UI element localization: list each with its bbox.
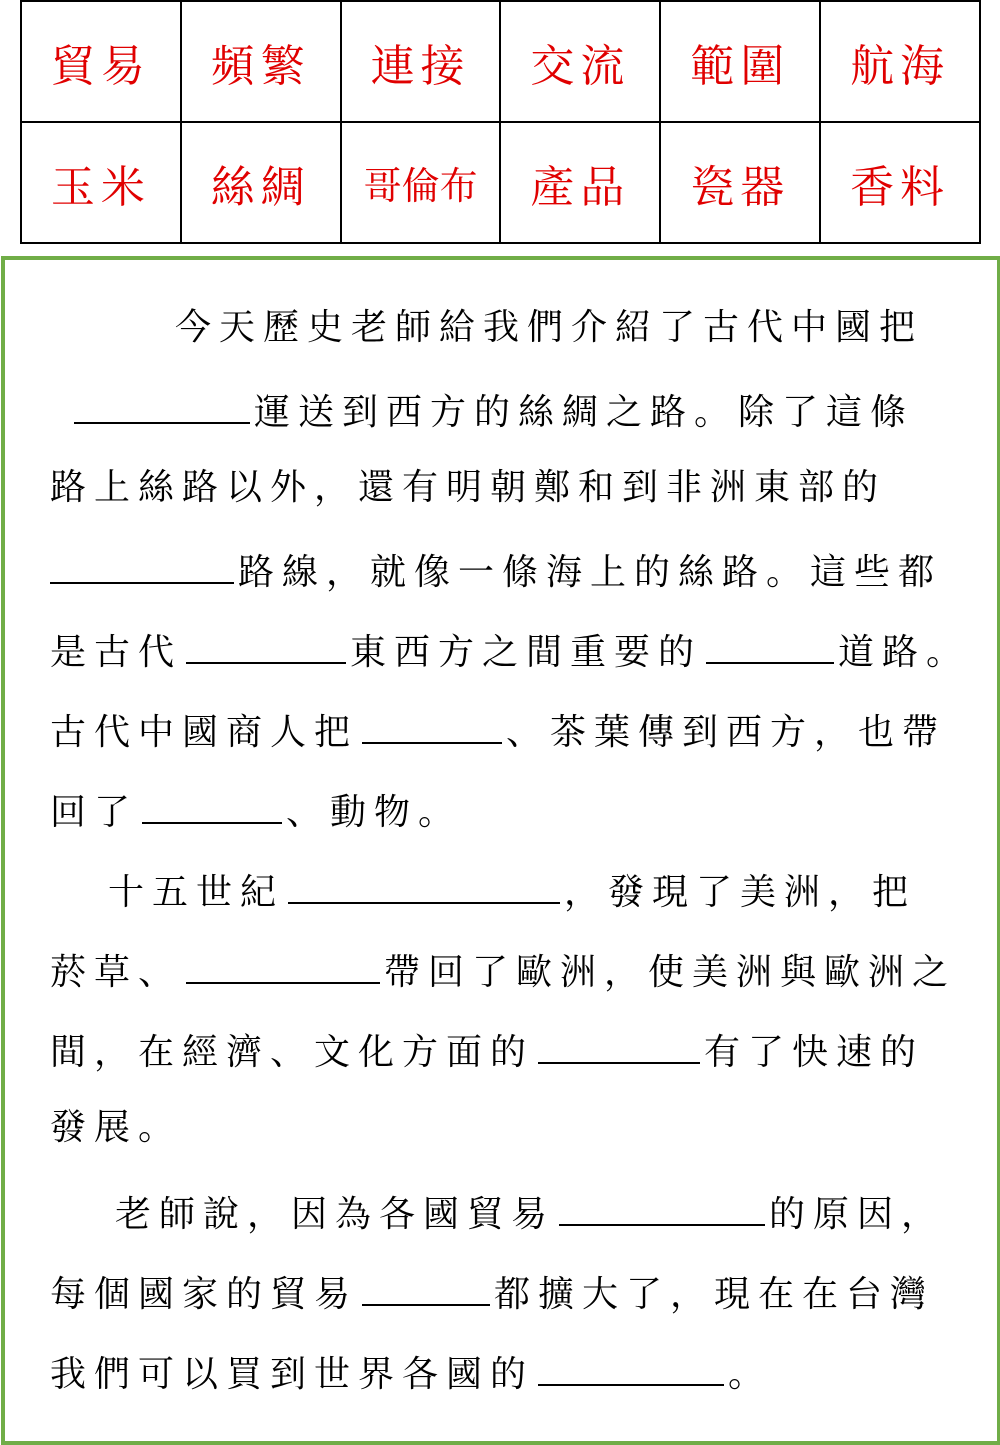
passage-text: 東西方之間重要的 <box>350 632 703 673</box>
word-bank-row <box>21 122 980 243</box>
answer-blank[interactable] <box>538 1018 700 1064</box>
passage-line <box>175 298 923 368</box>
passage-text: 十五世紀 <box>108 872 285 913</box>
passage-line <box>50 458 886 528</box>
answer-blank[interactable] <box>362 698 502 744</box>
word-option[interactable]: 頻繁 <box>181 1 341 122</box>
word-option[interactable]: 玉米 <box>21 122 181 243</box>
word-option[interactable]: 貿易 <box>21 1 181 122</box>
passage-line <box>115 1180 945 1250</box>
answer-blank[interactable] <box>50 538 234 584</box>
answer-blank[interactable] <box>538 1340 724 1386</box>
passage-text: ，發現了美洲，把 <box>564 872 917 913</box>
answer-blank[interactable] <box>186 938 380 984</box>
passage-text: 。 <box>728 1354 773 1395</box>
passage-line <box>70 378 914 448</box>
word-bank-table <box>20 0 981 244</box>
passage-text: 的原因， <box>769 1194 946 1235</box>
passage-line <box>50 618 970 688</box>
passage-text: 每個國家的貿易 <box>50 1274 359 1315</box>
answer-blank[interactable] <box>706 618 834 664</box>
passage-text: 有了快速的 <box>704 1032 925 1073</box>
passage-line <box>108 858 916 928</box>
passage-text: 發展。 <box>50 1107 183 1148</box>
passage-text: 路上絲路以外，還有明朝鄭和到非洲東部的 <box>50 467 887 508</box>
answer-blank[interactable] <box>559 1180 765 1226</box>
word-option[interactable]: 交流 <box>500 1 660 122</box>
word-option[interactable]: 香料 <box>820 122 980 243</box>
answer-blank[interactable] <box>142 778 282 824</box>
passage-text: 運送到西方的絲綢之路。除了這條 <box>254 392 915 433</box>
answer-blank[interactable] <box>74 378 250 424</box>
answer-blank[interactable] <box>186 618 346 664</box>
passage-text: 、動物。 <box>286 792 463 833</box>
passage-line <box>50 1340 772 1410</box>
word-bank-row <box>21 1 980 122</box>
word-option[interactable]: 範圍 <box>660 1 820 122</box>
word-option[interactable]: 產品 <box>500 122 660 243</box>
passage-line <box>50 938 956 1008</box>
word-option[interactable]: 連接 <box>341 1 501 122</box>
word-option[interactable]: 瓷器 <box>660 122 820 243</box>
passage-text: 古代中國商人把 <box>50 712 359 753</box>
passage-line <box>50 698 946 768</box>
passage-line <box>50 778 462 848</box>
word-option[interactable]: 哥倫布 <box>341 122 501 243</box>
passage-text: 路線，就像一條海上的絲路。這些都 <box>238 552 943 593</box>
answer-blank[interactable] <box>362 1260 490 1306</box>
passage-text: 是古代 <box>50 632 183 673</box>
word-option[interactable]: 航海 <box>820 1 980 122</box>
passage-text: 老師說，因為各國貿易 <box>115 1194 556 1235</box>
passage-text: 我們可以買到世界各國的 <box>50 1354 535 1395</box>
passage-line <box>50 538 942 608</box>
passage-text: 道路。 <box>838 632 971 673</box>
word-option[interactable]: 絲綢 <box>181 122 341 243</box>
passage-line <box>50 1260 934 1330</box>
passage-text: 都擴大了，現在在台灣 <box>494 1274 935 1315</box>
passage-line <box>50 1098 182 1168</box>
passage-text: 菸草、 <box>50 952 183 993</box>
answer-blank[interactable] <box>288 858 560 904</box>
passage-text: 、茶葉傳到西方，也帶 <box>506 712 947 753</box>
passage-line <box>50 1018 924 1088</box>
passage-text: 回了 <box>50 792 139 833</box>
passage-text: 今天歷史老師給我們介紹了古代中國把 <box>175 307 924 348</box>
passage-text: 間，在經濟、文化方面的 <box>50 1032 535 1073</box>
passage-text: 帶回了歐洲，使美洲與歐洲之 <box>384 952 957 993</box>
